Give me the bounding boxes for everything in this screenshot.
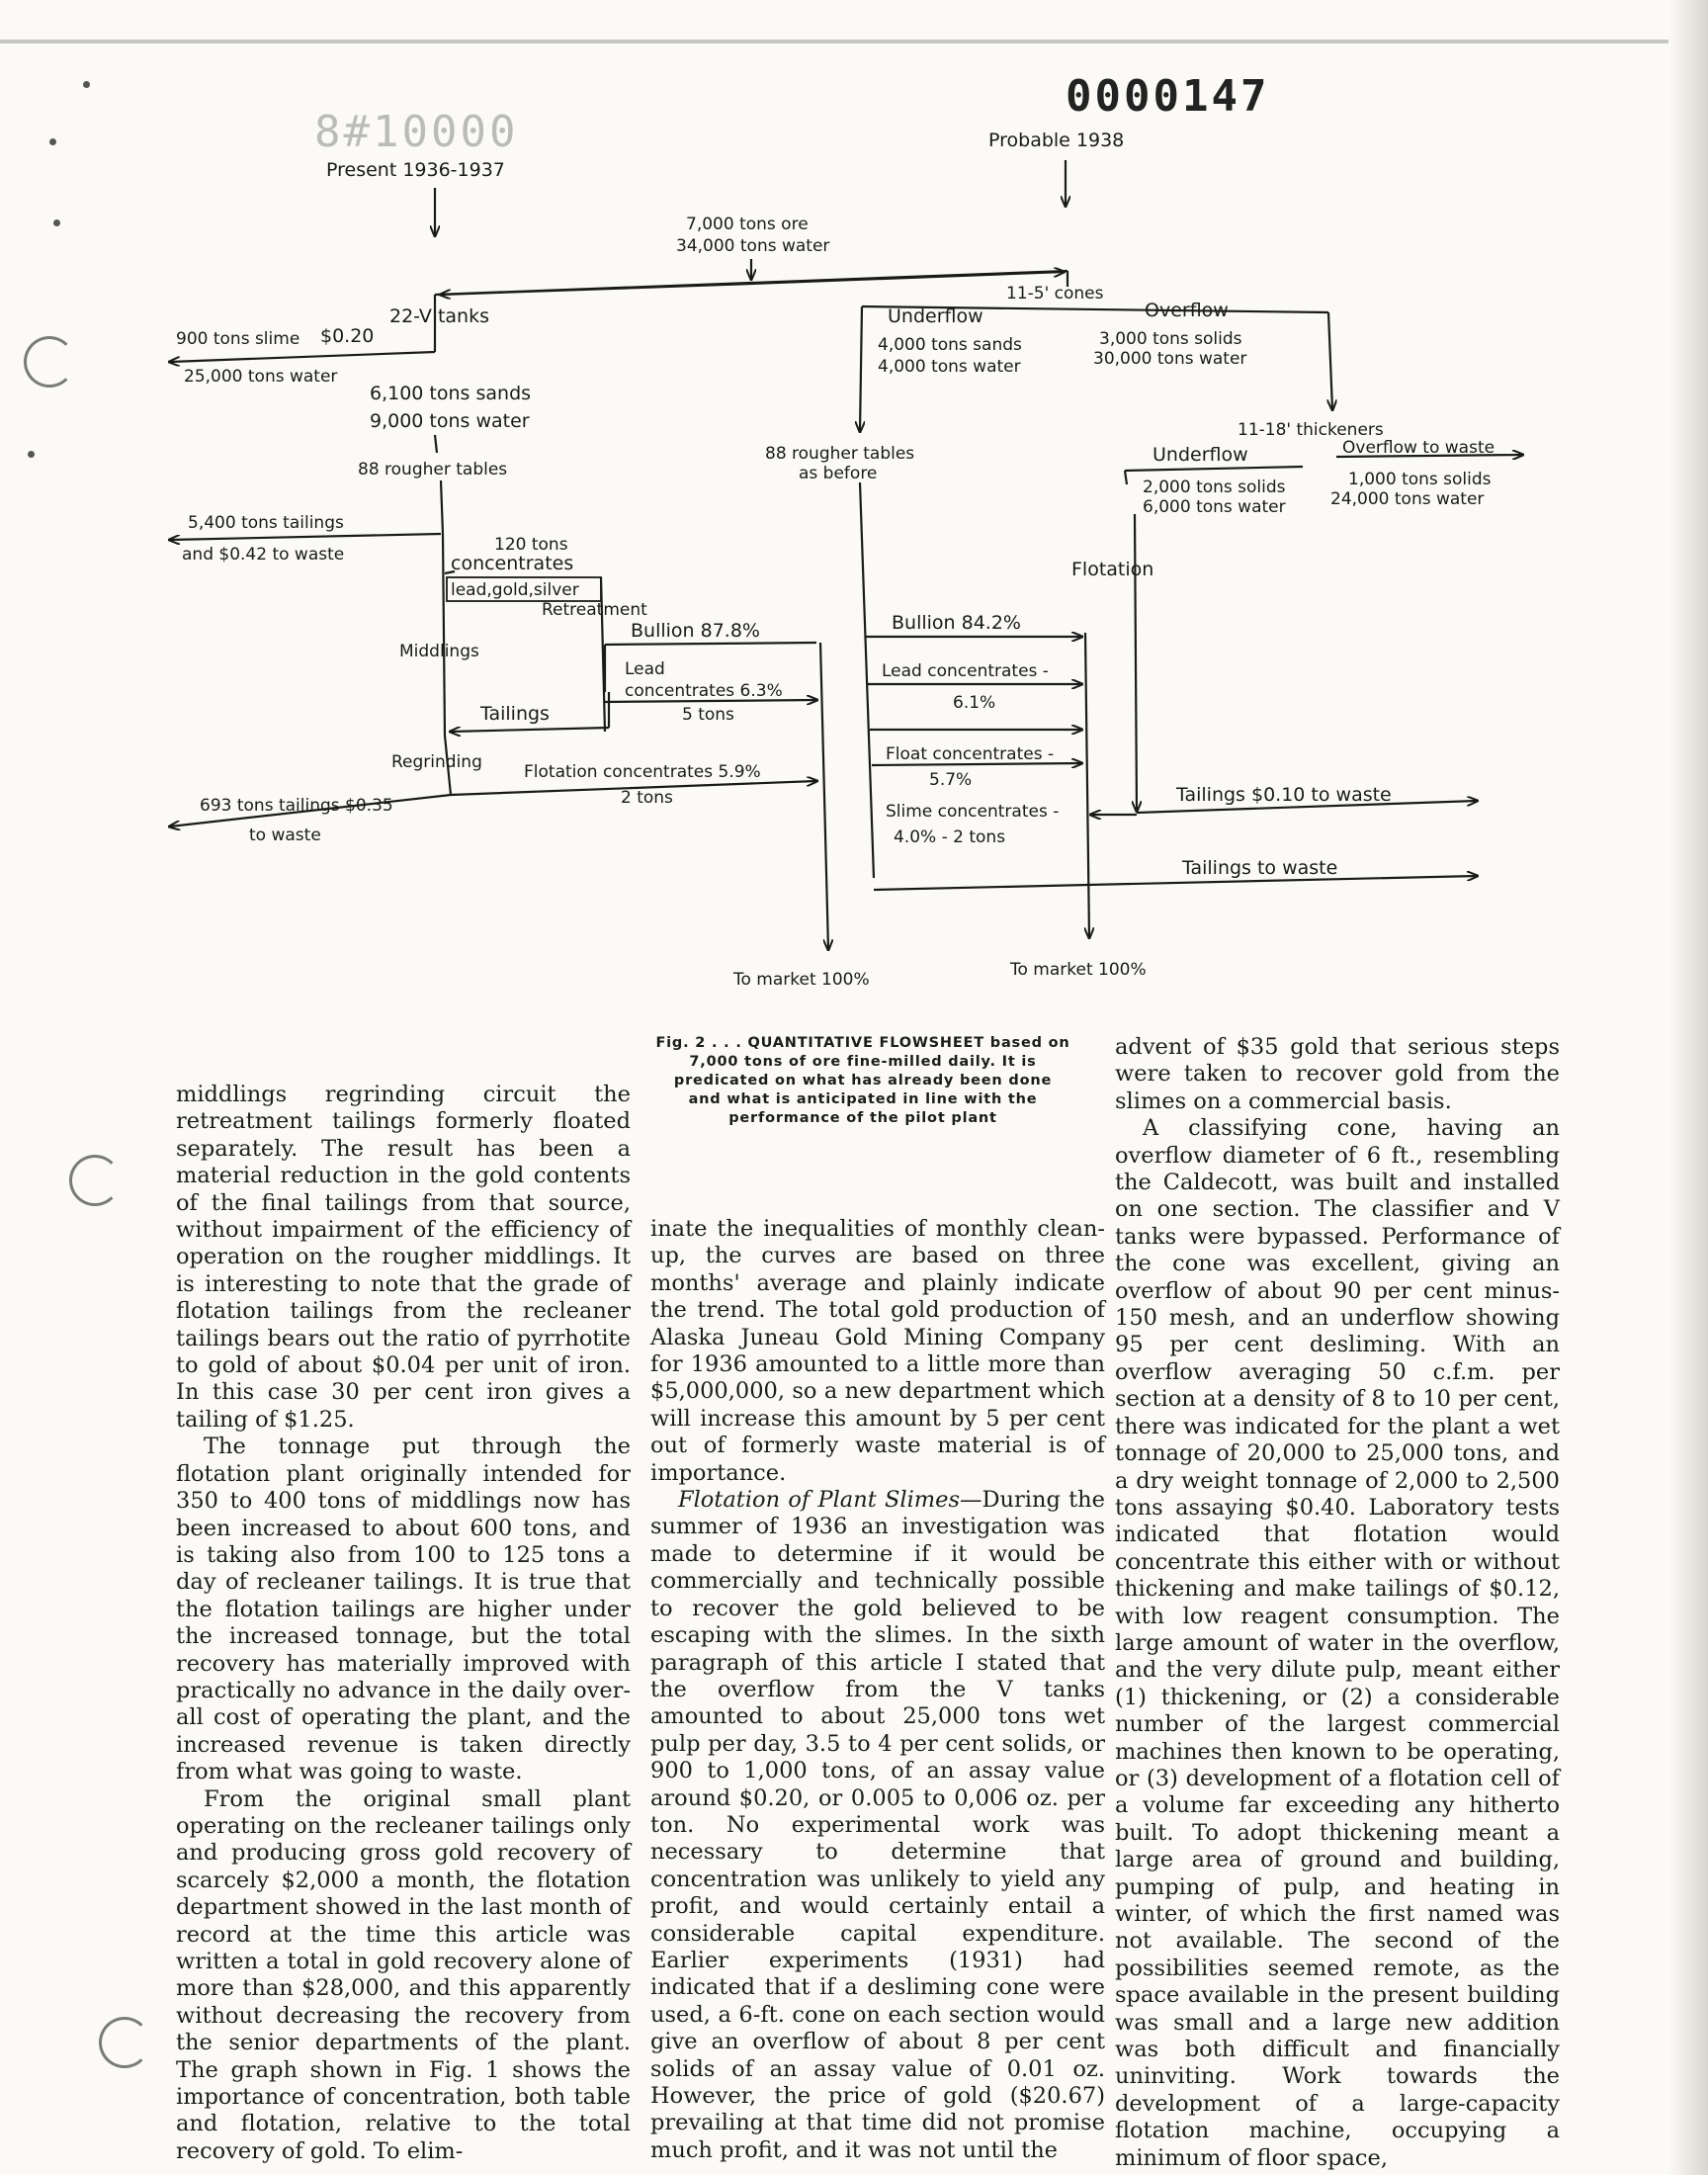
underflow-water: 4,000 tons water	[878, 357, 1021, 377]
arrow	[751, 272, 1064, 284]
section-heading: Flotation of Plant Slimes	[678, 1487, 961, 1514]
bullion-right: Bullion 84.2%	[892, 612, 1021, 634]
conc-metals: lead,gold,silver	[451, 580, 579, 600]
faded-number-stamp: 8#10000	[314, 107, 519, 157]
flow-line	[1125, 471, 1127, 484]
rougher-right-2: as before	[799, 464, 878, 483]
rougher-left-label: 88 rougher tables	[358, 460, 508, 479]
thick-over-solids: 1,000 tons solids	[1348, 470, 1492, 489]
paragraph: From the original small plant operating on the recleaner tailings only and producing gross gold recovery of scarcely $2,000 a month, the flotation department showed in the last month of record at the time this article was written a total in gold recovery alone of more than $28,000, and this apparently without decreasing the recovery from the senior departments of the plant. The graph shown in Fig. 1 shows the importance of concentration, both table and flotation, relative to the total recovery of gold. To elim-	[176, 1785, 631, 2164]
flow-line	[435, 435, 437, 453]
arrow	[170, 352, 435, 362]
regrinding-label: Regrinding	[391, 752, 482, 772]
tailings-693-2: to waste	[249, 826, 321, 845]
text-column-3	[1115, 1034, 1560, 2172]
bullion-left: Bullion 87.8%	[631, 620, 760, 642]
conc-120: 120 tons	[494, 535, 568, 555]
figure-title: QUANTITATIVE FLOWSHEET	[747, 1035, 984, 1051]
tailings-693: 693 tons tailings $0.35	[200, 796, 393, 816]
paragraph: advent of $35 gold that serious steps were taken to recover gold from the slimes on a commercial basis.	[1115, 1034, 1560, 1114]
flow-line	[443, 534, 445, 736]
lead-right-2: 6.1%	[953, 693, 996, 713]
middlings-label: Middlings	[399, 642, 479, 661]
paragraph	[650, 1487, 1105, 2164]
slime-tons: 900 tons slime	[176, 329, 300, 349]
figure-number: Fig. 2 . . .	[655, 1035, 742, 1051]
slime-value: $0.20	[320, 325, 375, 347]
underflow-right: Underflow	[888, 305, 983, 327]
tailings-5400-value: and $0.42 to waste	[182, 545, 345, 565]
probable-label: Probable 1938	[988, 130, 1125, 151]
paragraph: inate the inequalities of monthly clean-up, the curves are based on three months' average and plainly indicate the trend. The total gold production of Alaska Juneau Gold Mining Company for 1936 amounted to a little more than $5,000,000, so a new department which will increase this amount by 5 per cent out of formerly waste material is of importance.	[650, 1216, 1105, 1486]
arrow	[874, 876, 1477, 890]
paragraph: A classifying cone, having an overflow diameter of 6 ft., resembling the Caldecott, was built and installed on one section. The classifier and V tanks were bypassed. Performance of the cone was excellent, giving an overflow of about 90 per cent minus-150 mesh, and an underflow showing 95 per cent desliming. With an overflow averaging 50 c.f.m. per section at a density of 8 to 10 per cent, there was indicated for the plant a wet tonnage of 20,000 to 25,000 tons, and a dry weight tonnage of 2,000 to 2,500 tons assaying $0.40. Laboratory tests indicated that flotation would concentrate this either with or without thickening and make tailings of $0.12, with low reagent consumption. The large amount of water in the overflow, and the very dilute pulp, meant either (1) thickening, or (2) a considerable number of the largest commercial machines then known to be operating, or (3) development of a flotation cell of a volume far exceeding any hitherto built. To adopt thickening meant a large area of ground and building, pumping of pulp, and heating in winter, of which the first named was not available. The second of the possibilities seemed remote, as the space available in the present building was small and a large new addition was both difficult and financially uninviting. Work towards the development of a large-capacity flotation machine, occupying a minimum of floor space,	[1115, 1115, 1560, 2171]
sands-water: 9,000 tons water	[370, 410, 530, 432]
underflow-sands: 4,000 tons sands	[878, 335, 1022, 355]
sands-label: 6,100 tons sands	[370, 383, 532, 404]
cones-label: 11-5' cones	[1006, 284, 1104, 304]
tailings-010: Tailings $0.10 to waste	[1176, 784, 1392, 806]
punch-hole	[99, 2017, 150, 2068]
overflow-label: Overflow	[1145, 300, 1229, 321]
paragraph: The tonnage put through the flotation plant originally intended for 350 to 400 tons of middlings now has been increased to about 600 tons, and is taking also from 100 to 125 tons a day of recleaner tailings. It is true that the flotation tailings are higher under the increased tonnage, but the total recovery has materially improved with practically no advance in the daily over-all cost of operating the plant, and the increased revenue is taken directly from what was going to waste.	[176, 1434, 631, 1785]
to-market-right: To market 100%	[1010, 960, 1147, 980]
v-tanks-label: 22-V tanks	[389, 305, 489, 327]
float-conc-1: Float concentrates -	[886, 744, 1055, 764]
lead-left-tons: 5 tons	[682, 705, 734, 725]
feed-water: 34,000 tons water	[676, 236, 830, 256]
lead-right-1: Lead concentrates -	[882, 661, 1049, 681]
thick-over-water: 24,000 tons water	[1330, 489, 1485, 509]
thick-under-solids: 2,000 tons solids	[1143, 478, 1286, 497]
paragraph-body: —During the summer of 1936 an investigation was made to determine if it would be commercially and technically possible to recover the gold believed to be escaping with the slimes. In the sixth paragraph of this article I stated that the overflow from the V tanks amounted to about 25,000 tons wet pulp per day, 3.5 to 4 per cent solids, or 900 to 1,000 tons, of an assay value around $0.20, or 0.005 to 0,006 oz. per ton. No experimental work was necessary to determine that concentration was unlikely to yield any profit, and would certainly entail a considerable capital expenditure. Earlier experiments (1931) had indicated that if a desliming cone were used, a 6-ft. cone on each section would give an overflow of about 8 per cent solids of an assay value of 0.01 oz. However, the price of gold ($20.67) prevailing at that time did not promise much profit, and it was not until the	[650, 1487, 1105, 2163]
arrow	[170, 534, 441, 540]
punch-hole	[69, 1155, 121, 1206]
tailings-5400: 5,400 tons tailings	[188, 513, 344, 533]
rougher-right-1: 88 rougher tables	[765, 444, 915, 464]
arrow	[441, 284, 751, 295]
document-number-stamp: 0000147	[1066, 71, 1270, 122]
thick-underflow: Underflow	[1153, 444, 1248, 466]
flow-line	[860, 482, 874, 878]
arrow	[451, 728, 609, 732]
lead-left-1: Lead	[625, 659, 665, 679]
flow-line	[1125, 467, 1303, 471]
lead-left-2: concentrates 6.3%	[625, 681, 783, 701]
quantitative-flowsheet	[0, 0, 1708, 1028]
thick-overflow: Overflow to waste	[1342, 438, 1495, 458]
arrow	[1328, 312, 1332, 409]
paragraph: middlings regrinding circuit the retreatment tailings formerly floated separately. The result has been a material reduction in the gold contents of the final tailings from that source, without impairment of the efficiency of operation on the rougher middlings. It is interesting to note that the grade of flotation tailings from the recleaner tailings bears out the ratio of pyrrhotite to gold of about $0.04 per unit of iron. In this case 30 per cent iron gives a tailing of $1.25.	[176, 1082, 631, 1433]
flotation-label: Flotation	[1071, 559, 1154, 580]
slime-water: 25,000 tons water	[184, 367, 338, 387]
slime-conc-2: 4.0% - 2 tons	[894, 827, 1006, 847]
arrow	[820, 643, 828, 949]
text-column-2	[650, 1216, 1105, 2164]
tailings-small: Tailings	[480, 703, 550, 725]
overflow-solids: 3,000 tons solids	[1099, 329, 1242, 349]
overflow-water: 30,000 tons water	[1093, 349, 1247, 369]
flot-conc-tons: 2 tons	[621, 788, 673, 808]
conc-word: concentrates	[451, 553, 574, 574]
flow-line	[605, 643, 816, 645]
present-label: Present 1936-1937	[326, 159, 505, 181]
flot-conc-left: Flotation concentrates 5.9%	[524, 762, 761, 782]
flow-line	[441, 480, 443, 534]
arrow	[860, 306, 862, 431]
figure-caption	[655, 1034, 1070, 1128]
feed-ore: 7,000 tons ore	[686, 215, 809, 234]
float-conc-2: 5.7%	[929, 770, 973, 790]
tailings-to-waste: Tailings to waste	[1182, 857, 1338, 879]
thick-under-water: 6,000 tons water	[1143, 497, 1286, 517]
to-market-left: To market 100%	[733, 970, 870, 990]
slime-conc-1: Slime concentrates -	[886, 802, 1060, 822]
text-column-1	[176, 1082, 631, 2165]
retreatment-label: Retreatment	[542, 600, 647, 620]
arrow	[1085, 633, 1089, 937]
thickeners-label: 11-18' thickeners	[1238, 420, 1384, 440]
figure-caption-body: based on 7,000 tons of ore fine-milled daily. It is predicated on what has already been done and what is anticipated in line with the performance of the pilot plant	[673, 1035, 1070, 1126]
